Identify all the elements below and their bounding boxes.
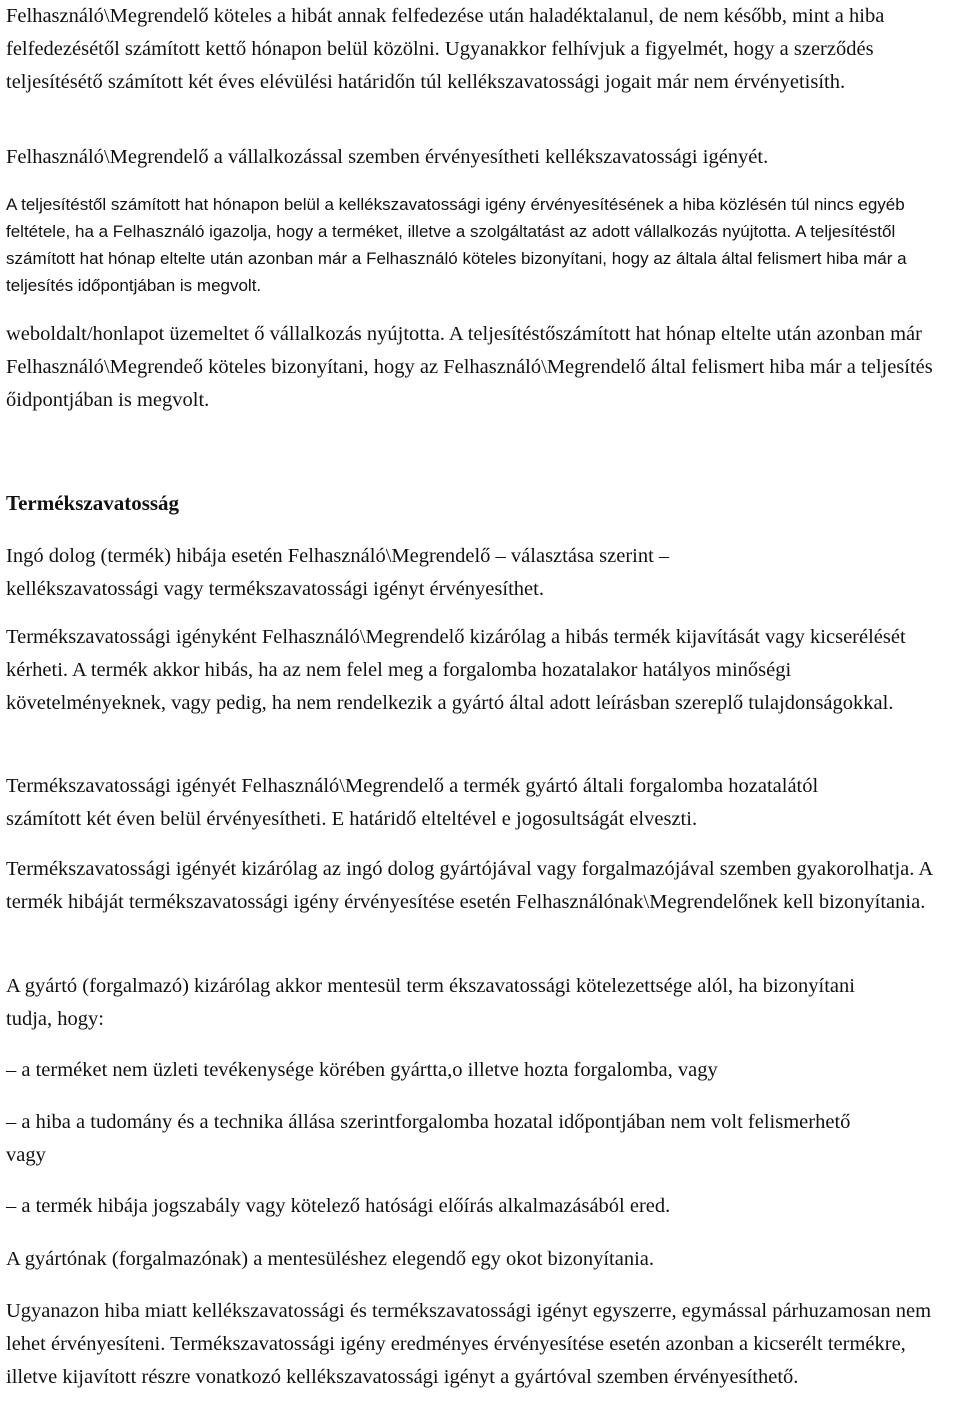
section-paragraph-5: A gyártó (forgalmazó) kizárólag akkor mentesül term ékszavatossági kötelezettsége alól, ha bizonyítani tudja, hogy:	[6, 975, 855, 1030]
section-heading: Termékszavatosság	[6, 491, 180, 515]
intro-paragraph-4: weboldalt/honlapot üzemeltet ő vállalkozás nyújtotta. A teljesítéstőszámított hat hónap eltelte után azonban már Felhasználó\Megrendeő köteles bizonyítani, hogy az Felhasználó\Megrendelő által felismert hiba már a teljesítés őidpontjában is megvolt.	[6, 323, 933, 411]
list-item: – a terméket nem üzleti tevékenysége körében gyártta,o illetve hozta forgalomba, vagy	[6, 1059, 718, 1081]
section-paragraph-4: Termékszavatossági igényét kizárólag az ingó dolog gyártójával vagy forgalmazójával szemben gyakorolhatja. A termék hibáját termékszavatossági igény érvényesítése esetén Felhasználónak\Megrendelőnek kell bizonyítania.	[6, 858, 933, 913]
intro-paragraph-1: Felhasználó\Megrendelő köteles a hibát annak felfedezése után haladéktalanul, de nem később, mint a hiba felfedezésétől számított kettő hónapon belül közölni. Ugyanakkor felhívjuk a figyelmét, hogy a szerződés teljesítésétő számított két éves elévülési határidőn túl kellékszavatossági jogait már nem érvényetisíth.	[6, 5, 885, 93]
section-paragraph-1: Ingó dolog (termék) hibája esetén Felhasználó\Megrendelő – választása szerint – kellékszavatossági vagy termékszavatossági igényt érvényesíthet.	[6, 545, 670, 600]
intro-paragraph-2: Felhasználó\Megrendelő a vállalkozással szemben érvényesítheti kellékszavatossági igényét.	[6, 146, 769, 168]
section-paragraph-7: Ugyanazon hiba miatt kellékszavatossági és termékszavatossági igényt egyszerre, egymással párhuzamosan nem lehet érvényesíteni. Termékszavatossági igény eredményes érvényesítése esetén azonban a kicserélt termékre, illetve kijavított részre vonatkozó kellékszavatossági igényt a gyártóval szemben érvényesíthető.	[6, 1300, 932, 1388]
intro-paragraph-3: A teljesítéstől számított hat hónapon belül a kellékszavatossági igény érvényesítésének a hiba közlésén túl nincs egyéb feltétele, ha a Felhasználó igazolja, hogy a terméket, illetve a szolgáltatást az adott vállalkozás nyújtotta. A teljesítéstől számított hat hónap eltelte után azonban már a Felhasználó köteles bizonyítani, hogy az általa által felismert hiba már a teljesítés időpontjában is megvolt.	[6, 195, 907, 295]
section-paragraph-6: A gyártónak (forgalmazónak) a mentesüléshez elegendő egy okot bizonyítania.	[6, 1248, 654, 1270]
list-item: – a hiba a tudomány és a technika állása szerintforgalomba hozatal időpontjában nem volt felismerhető vagy	[6, 1111, 851, 1166]
list-item: – a termék hibája jogszabály vagy kötelező hatósági előírás alkalmazásából ered.	[6, 1195, 671, 1217]
section-paragraph-3: Termékszavatossági igényét Felhasználó\Megrendelő a termék gyártó általi forgalomba hozatalától számított két éven belül érvényesítheti. E határidő elteltével e jogosultságát elveszti.	[6, 775, 819, 830]
section-paragraph-2: Termékszavatossági igényként Felhasználó\Megrendelő kizárólag a hibás termék kijavítását vagy kicserélését kérheti. A termék akkor hibás, ha az nem felel meg a forgalomba hozatalakor hatályos minőségi követelményeknek, vagy pedig, ha nem rendelkezik a gyártó által adott leírásban szereplő tulajdonságokkal.	[6, 626, 906, 714]
